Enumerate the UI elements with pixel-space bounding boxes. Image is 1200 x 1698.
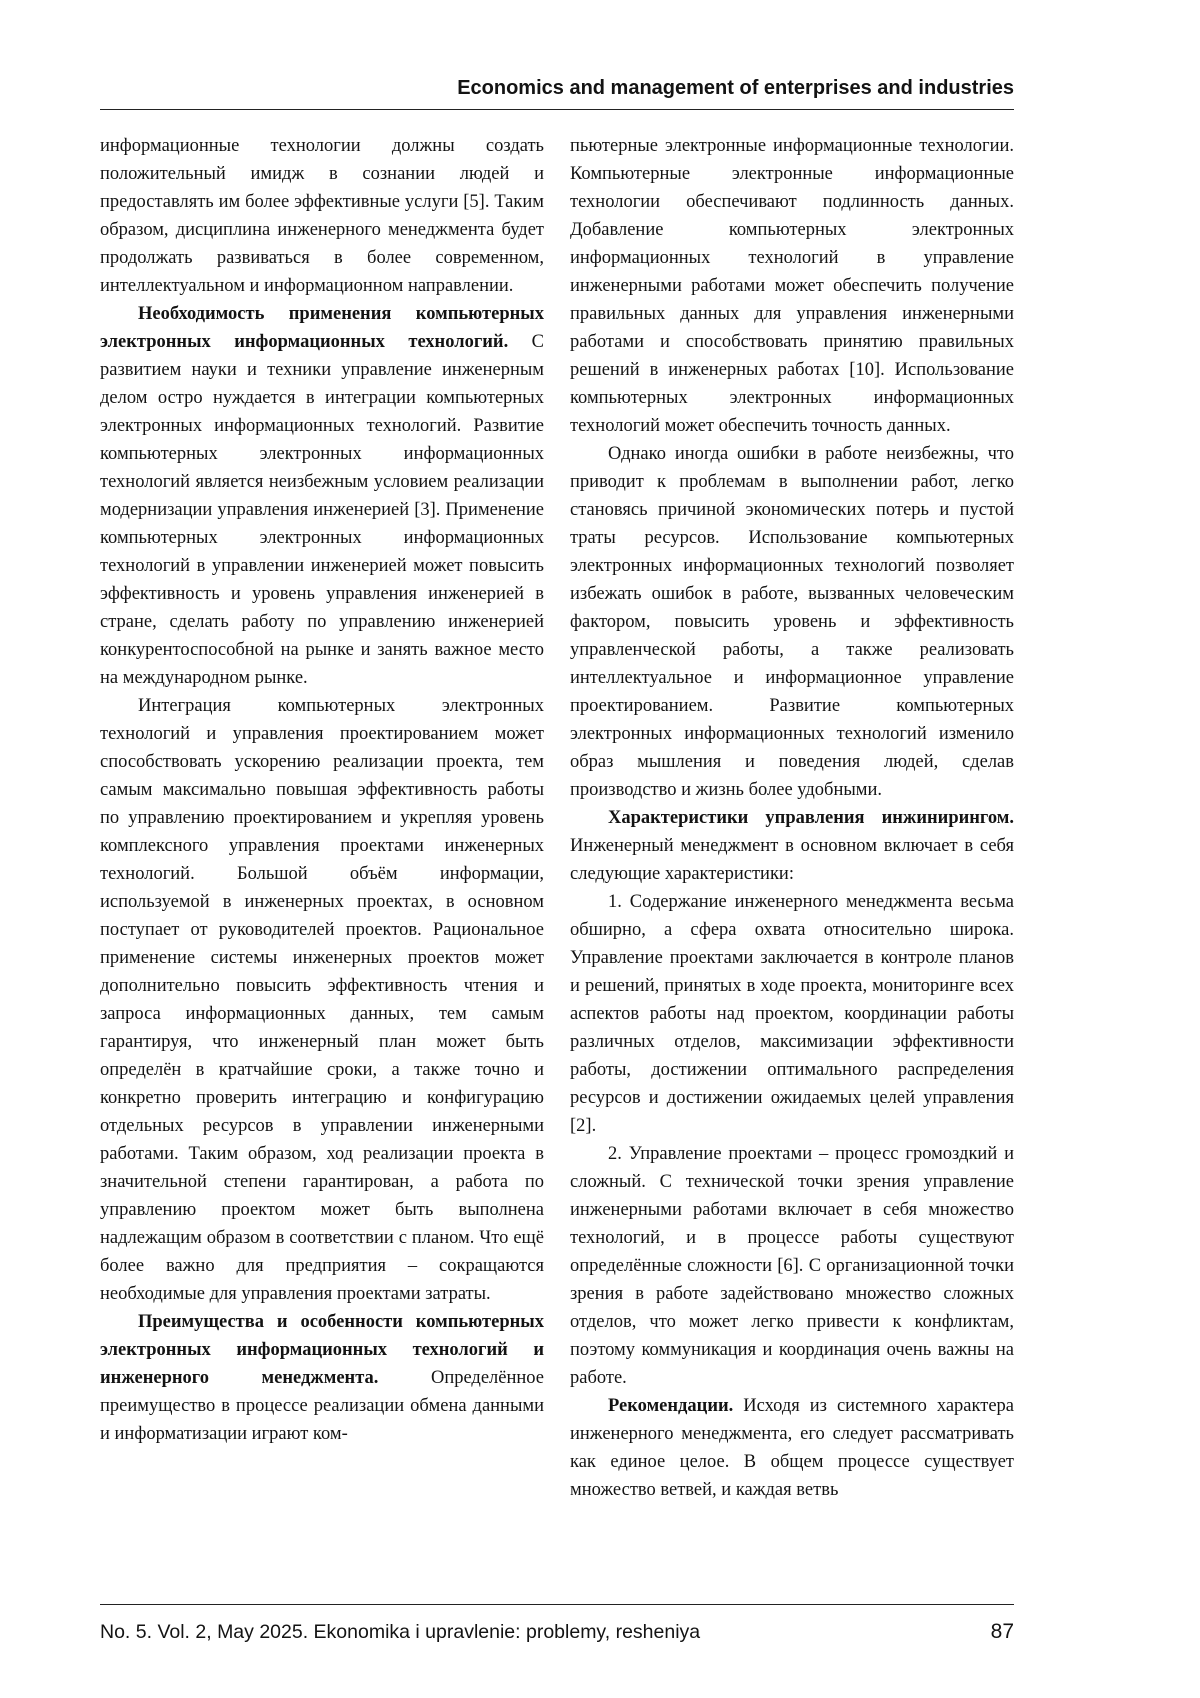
paragraph	[570, 132, 1014, 440]
left-column	[100, 132, 544, 1604]
paragraph	[100, 692, 544, 1308]
right-column	[570, 132, 1014, 1604]
paragraph-text: С развитием науки и техники управление инженерным делом остро нуждается в интеграции компьютерных электронных информационных технологий. Развитие компьютерных электронных информационных технологий является неизбежным условием реализации модернизации управления инженерией [3]. Применение компьютерных электронных информационных технологий в управлении инженерией может повысить эффективность и уровень управления инженерией в стране, сделать работу по управлению инженерией конкурентоспособной на рынке и занять важное место на международном рынке.	[100, 332, 545, 688]
page-header	[100, 76, 1014, 132]
paragraph	[570, 440, 1014, 804]
paragraph-text: информационные технологии должны создать положительный имидж в сознании людей и предоставлять им более эффективные услуги [5]. Таким образом, дисциплина инженерного менеджмента будет продолжать развиваться в более современном, интеллектуальном и информационном направлении.	[100, 136, 544, 296]
article-body	[100, 132, 1014, 1604]
paragraph-text: Определённое преимущество в процессе реализации обмена данными и информатизации играют ком-	[100, 1368, 544, 1444]
paragraph-text: Однако иногда ошибки в работе неизбежны, что приводит к проблемам в выполнении работ, легко становясь причиной экономических потерь и пустой траты ресурсов. Использование компьютерных электронных информационных технологий позволяет избежать ошибок в работе, вызванных человеческим фактором, повысить уровень и эффективность управленческой работы, а также реализовать интеллектуальное и информационное управление проектированием. Развитие компьютерных электронных информационных технологий изменило образ мышления и поведения людей, сделав производство и жизнь более удобными.	[570, 444, 1014, 800]
paragraph	[570, 1392, 1014, 1504]
footer-row	[100, 1620, 1014, 1644]
running-head-title: Economics and management of enterprises and industries	[457, 77, 1014, 99]
paragraph-text: 1. Содержание инженерного менеджмента весьма обширно, а сфера охвата относительно широка. Управление проектами заключается в контроле планов и решений, принятых в ходе проекта, мониторинге всех аспектов работы над проектом, координации работы различных отделов, максимизации эффективности работы, достижении оптимального распределения ресурсов и достижении ожидаемых целей управления [2].	[570, 892, 1014, 1136]
paragraph	[100, 132, 544, 300]
paragraph-text: Инженерный менеджмент в основном включает в себя следующие характеристики:	[570, 836, 1014, 884]
section-heading-inline: Преимущества и особенности компьютерных электронных информационных технологий и инженерного менеджмента.	[100, 1312, 544, 1388]
paragraph	[570, 804, 1014, 888]
header-rule	[100, 109, 1014, 110]
paragraph	[100, 1308, 544, 1448]
section-heading-inline: Характеристики управления инжинирингом.	[608, 808, 1014, 828]
paragraph-text: пьютерные электронные информационные технологии. Компьютерные электронные информационные технологии обеспечивают подлинность данных. Добавление компьютерных электронных информационных технологий в управление инженерными работами может обеспечить получение правильных данных для управления инженерными работами и способствовать принятию правильных решений в инженерных работах [10]. Использование компьютерных электронных информационных технологий может обеспечить точность данных.	[570, 136, 1014, 436]
section-heading-inline: Рекомендации.	[608, 1396, 734, 1416]
footer-page-number: 87	[990, 1620, 1014, 1643]
section-heading-inline: Необходимость применения компьютерных электронных информационных технологий.	[100, 304, 544, 352]
footer-journal-info: No. 5. Vol. 2, May 2025. Ekonomika i upravlenie: problemy, resheniya	[100, 1621, 701, 1643]
paragraph	[100, 300, 544, 692]
numbered-list-item	[570, 888, 1014, 1140]
footer-rule	[100, 1604, 1014, 1605]
numbered-list-item	[570, 1140, 1014, 1392]
paragraph-text: Исходя из системного характера инженерного менеджмента, его следует рассматривать как единое целое. В общем процессе существует множество ветвей, и каждая ветвь	[570, 1396, 1014, 1500]
paragraph-text: Интеграция компьютерных электронных технологий и управления проектированием может способствовать ускорению реализации проекта, тем самым максимально повышая эффективность работы по управлению проектированием и укрепляя уровень комплексного управления проектами инженерных технологий. Большой объём информации, используемой в инженерных проектах, в основном поступает от руководителей проектов. Рациональное применение системы инженерных проектов может дополнительно повысить эффективность чтения и запроса информационных данных, тем самым гарантируя, что инженерный план может быть определён в кратчайшие сроки, а также точно и конкретно проверить интеграцию и конфигурацию отдельных ресурсов в управлении инженерными работами. Таким образом, ход реализации проекта в значительной степени гарантирован, а работа по управлению проектом может быть выполнена надлежащим образом в соответствии с планом. Что ещё более важно для предприятия – сокращаются необходимые для управления проектами затраты.	[100, 696, 544, 1304]
page-footer	[100, 1604, 1014, 1644]
paragraph-text: 2. Управление проектами – процесс громоздкий и сложный. С технической точки зрения управление инженерными работами включает в себя множество технологий, и в процессе работы существуют определённые сложности [6]. С организационной точки зрения в работе задействовано множество сложных отделов, что может легко привести к конфликтам, поэтому коммуникация и координация очень важны на работе.	[570, 1144, 1014, 1388]
